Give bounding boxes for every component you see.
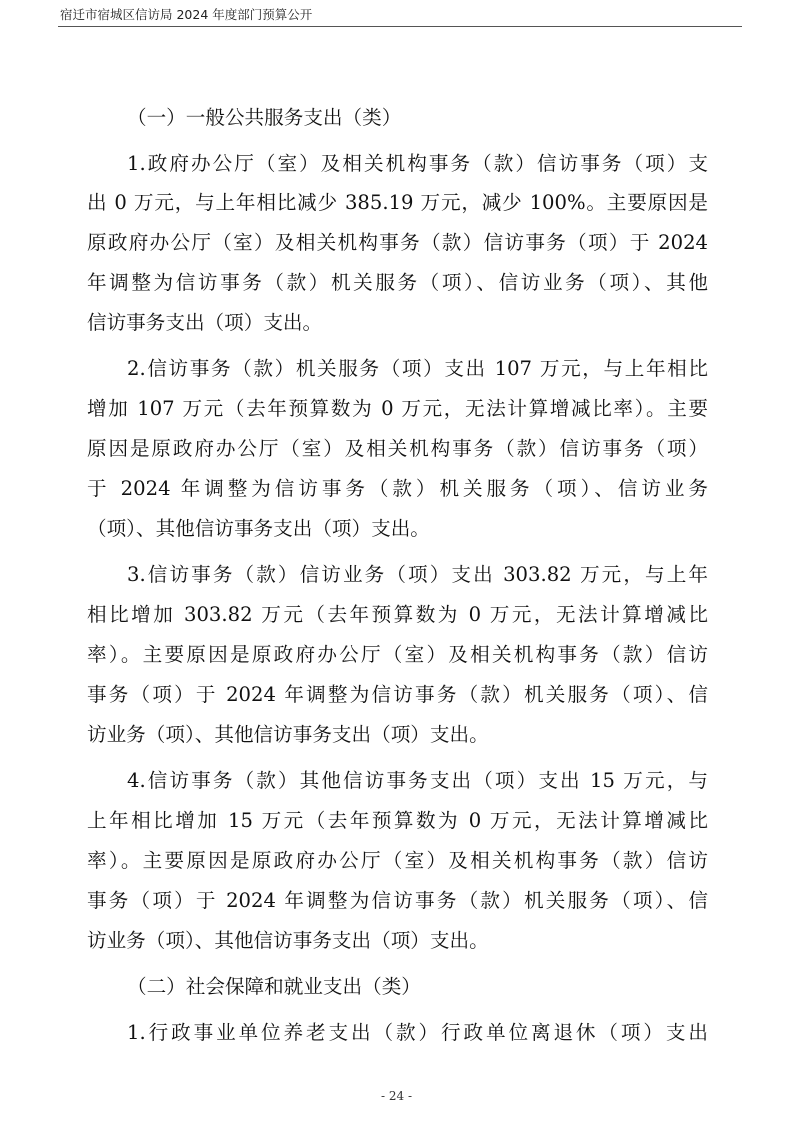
paragraph-line: 4.信访事务（款）其他信访事务支出（项）支出 15 万元，与 [127,769,708,792]
paragraph-line: 率）。主要原因是原政府办公厅（室）及相关机构事务（款）信访 [87,643,708,666]
paragraph-line: 事务（项）于 2024 年调整为信访事务（款）机关服务（项）、信 [87,683,708,706]
paragraph-line: 原因是原政府办公厅（室）及相关机构事务（款）信访事务（项） [87,437,708,460]
paragraph-line: 1.行政事业单位养老支出（款）行政单位离退休（项）支出 [127,1021,708,1044]
paragraph-line: 2.信访事务（款）机关服务（项）支出 107 万元，与上年相比 [127,357,708,380]
paragraph-line: 原政府办公厅（室）及相关机构事务（款）信访事务（项）于 2024 [87,231,708,254]
section-heading-social-security: （二）社会保障和就业支出（类） [127,975,421,998]
paragraph-line: 3.信访事务（款）信访业务（项）支出 303.82 万元，与上年 [127,563,708,586]
paragraph-line: 上年相比增加 15 万元（去年预算数为 0 万元，无法计算增减比 [87,809,708,832]
section-heading-general-public-services: （一）一般公共服务支出（类） [127,106,402,129]
paragraph-line: 相比增加 303.82 万元（去年预算数为 0 万元，无法计算增减比 [87,603,708,626]
paragraph-line: 事务（项）于 2024 年调整为信访事务（款）机关服务（项）、信 [87,889,708,912]
paragraph-line: （项）、其他信访事务支出（项）支出。 [87,517,430,540]
paragraph-line: 1.政府办公厅（室）及相关机构事务（款）信访事务（项）支 [127,152,708,175]
paragraph-line: 信访事务支出（项）支出。 [87,311,323,334]
paragraph-line: 年调整为信访事务（款）机关服务（项）、信访业务（项）、其他 [87,271,708,294]
page-number: - 24 - [380,1089,412,1103]
paragraph-line: 访业务（项）、其他信访事务支出（项）支出。 [87,723,489,746]
paragraph-line: 率）。主要原因是原政府办公厅（室）及相关机构事务（款）信访 [87,849,708,872]
paragraph-line: 访业务（项）、其他信访事务支出（项）支出。 [87,929,489,952]
document-header-title: 宿迁市宿城区信访局 2024 年度部门预算公开 [60,7,313,22]
header-divider [58,26,742,27]
paragraph-line: 于 2024 年调整为信访事务（款）机关服务（项）、信访业务 [87,477,708,500]
paragraph-line: 出 0 万元，与上年相比减少 385.19 万元，减少 100%。主要原因是 [87,191,708,214]
paragraph-line: 增加 107 万元（去年预算数为 0 万元，无法计算增减比率）。主要 [87,397,708,420]
